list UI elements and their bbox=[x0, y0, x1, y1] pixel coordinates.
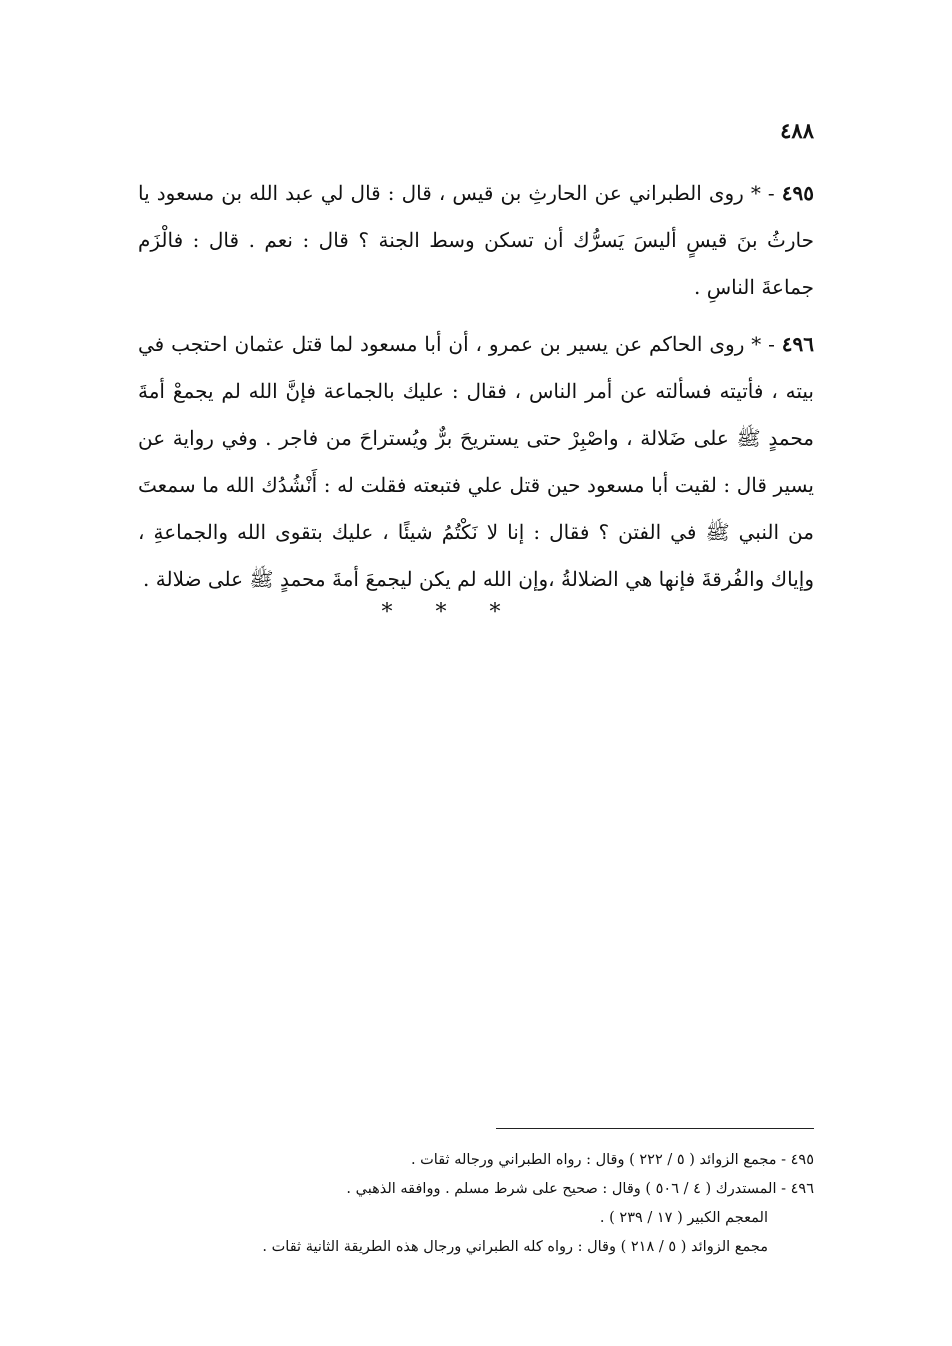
paragraph-495 bbox=[138, 170, 814, 311]
footnotes bbox=[138, 1146, 814, 1262]
paragraph-496 bbox=[138, 321, 814, 603]
paragraph-number: ٤٩٦ bbox=[781, 332, 814, 356]
paragraph-text: - * روى الحاكم عن يسير بن عمرو ، أن أبا مسعود لما قتل عثمان احتجب في بيته ، فأتيته فسألته عن أمر الناس ، فقال : عليك بالجماعة فإنَّ الله لم يجمعْ أمةَ محمدٍ ﷺ على ضَلالة ، واصْبِرْ حتى يستريحَ برٌّ ويُستراحَ من فاجر . وفي رواية عن يسير قال : لقيت أبا مسعود حين قتل علي فتبعته فقلت له : أَنْشُدُك الله ما سمعتَ من النبي ﷺ في الفتن ؟ فقال : إنا لا نَكْتُمُ شيئًا ، عليك بتقوى الله والجماعةِ ، وإياك والفُرقةَ فإنها هي الضلالةُ ،وإن الله لم يكن ليجمعَ أمةَ محمدٍ ﷺ على ضلالة . bbox=[138, 332, 814, 591]
main-text bbox=[138, 170, 814, 613]
paragraph-text: - * روى الطبراني عن الحارثِ بن قيس ، قال : قال لي عبد الله بن مسعود يا حارثُ بنَ قيسٍ أليسَ يَسرُّك أن تسكن وسط الجنة ؟ قال : نعم . قال : فالْزَم جماعةَ الناسِ . bbox=[138, 181, 814, 299]
footnote-496-source-2: المعجم الكبير ( ١٧ / ٢٣٩ ) . bbox=[599, 1210, 768, 1226]
section-separator: * * * bbox=[381, 600, 519, 625]
footnote-divider bbox=[496, 1128, 814, 1129]
footnote-495: ٤٩٥ - مجمع الزوائد ( ٥ / ٢٢٢ ) وقال : رواه الطبراني ورجاله ثقات . bbox=[410, 1152, 814, 1168]
footnote-496: ٤٩٦ - المستدرك ( ٤ / ٥٠٦ ) وقال : صحيح على شرط مسلم . ووافقه الذهبي . bbox=[346, 1181, 814, 1197]
page-number: ٤٨٨ bbox=[780, 118, 814, 143]
paragraph-number: ٤٩٥ bbox=[781, 181, 815, 205]
footnote-496-source-3: مجمع الزوائد ( ٥ / ٢١٨ ) وقال : رواه كله الطبراني ورجال هذه الطريقة الثانية ثقات . bbox=[262, 1239, 768, 1255]
